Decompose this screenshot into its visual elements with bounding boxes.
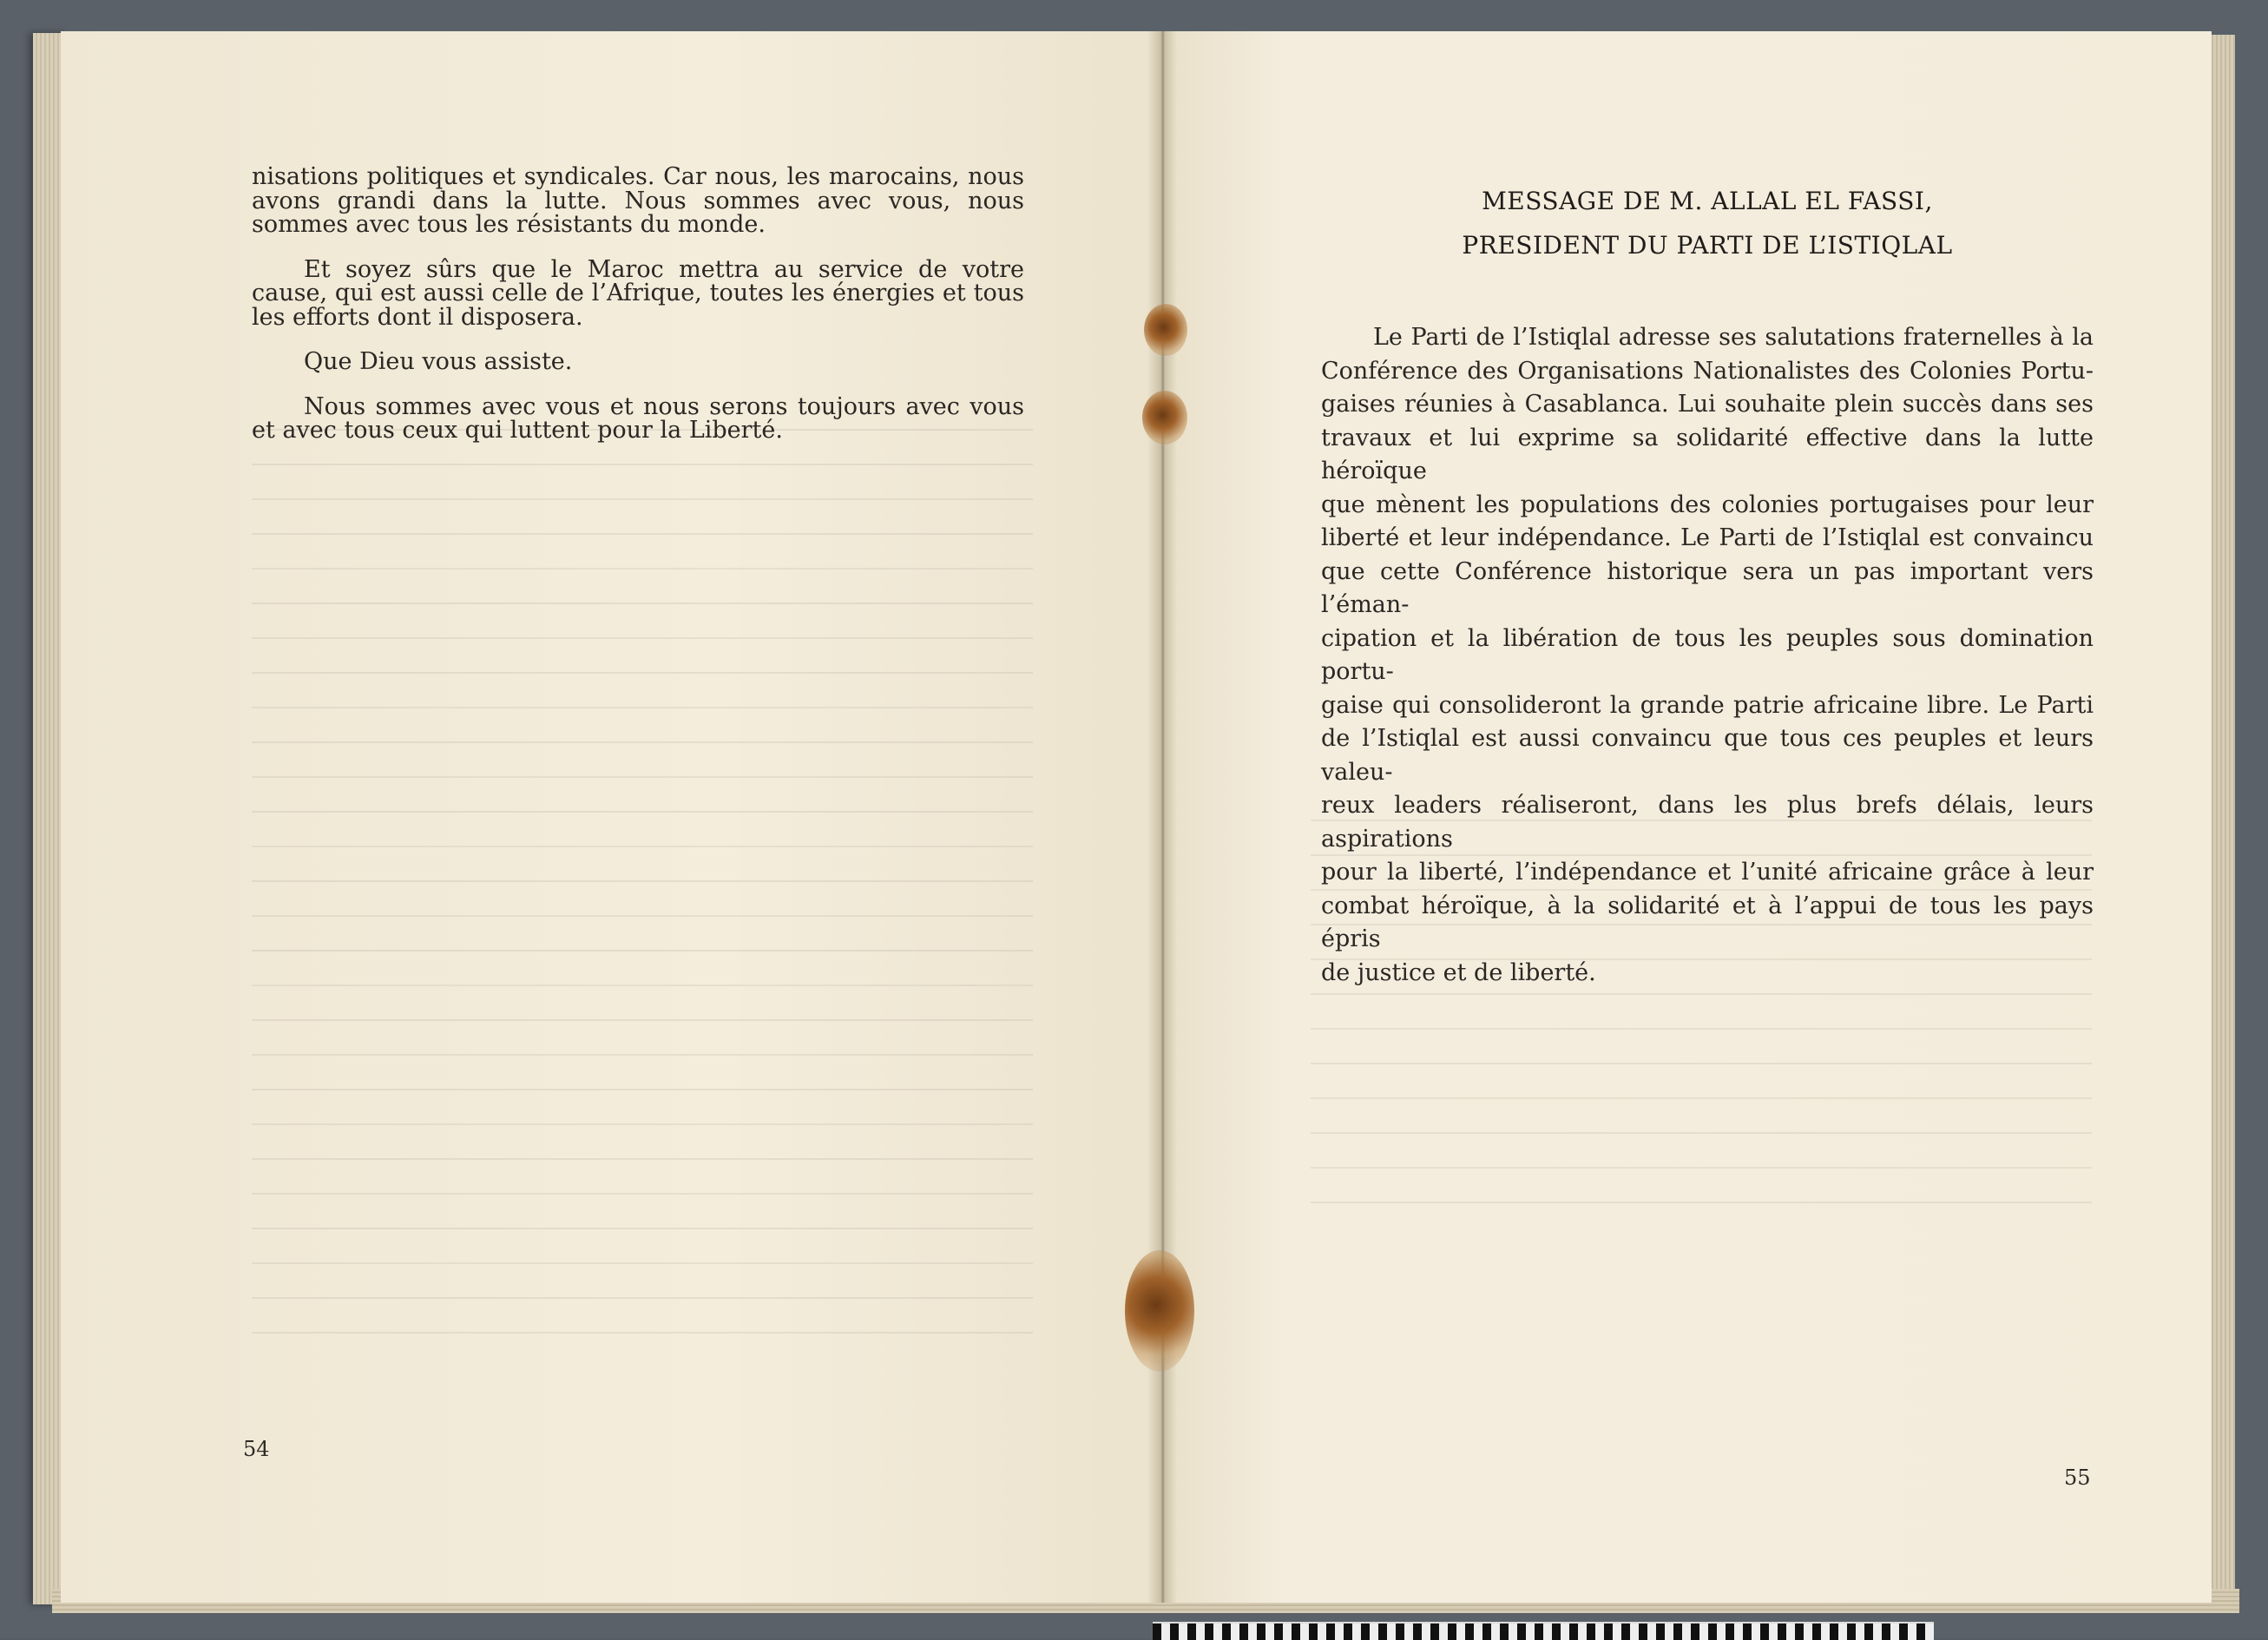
message-line: Conférence des Organisations Nationalistes des Colonies Portu- — [1321, 357, 2094, 385]
message-heading-line2: PRESIDENT DU PARTI DE L’ISTIQLAL — [1462, 231, 1953, 260]
message-line: cipation et la libération de tous les peuples sous domination portu- — [1321, 624, 2094, 685]
message-line: de l’Istiqlal est aussi convaincu que tous ces peuples et leurs valeu- — [1321, 725, 2094, 786]
message-line: pour la liberté, l’indépendance et l’unité africaine grâce à leur — [1321, 859, 2094, 886]
message-line: que mènent les populations des colonies portugaises pour leur — [1321, 491, 2094, 518]
message-line: de justice et de liberté. — [1321, 958, 1596, 986]
left-page-text — [252, 165, 1024, 443]
page-number-right: 55 — [2064, 1465, 2091, 1490]
right-page-text — [1321, 321, 2094, 990]
page-number-left: 54 — [243, 1437, 270, 1461]
left-paragraph-4: Nous sommes avec vous et nous serons toujours avec vous et avec tous ceux qui luttent pour la Liberté. — [252, 392, 1024, 444]
message-line: que cette Conférence historique sera un pas important vers l’éman- — [1321, 557, 2094, 618]
message-line: gaise qui consolideront la grande patrie africaine libre. Le Parti — [1321, 691, 2094, 719]
message-line: combat héroïque, à la solidarité et à l’appui de tous les pays épris — [1321, 892, 2094, 952]
message-line: gaises réunies à Casablanca. Lui souhaite plein succès dans ses — [1321, 391, 2094, 418]
left-paragraph-3: Que Dieu vous assiste. — [304, 348, 573, 375]
rust-stain-bottom — [1125, 1250, 1194, 1372]
message-heading-line1: MESSAGE DE M. ALLAL EL FASSI, — [1482, 187, 1933, 215]
message-line: Le Parti de l’Istiqlal adresse ses salutations fraternelles à la — [1373, 324, 2094, 351]
book-page-edges-right — [2209, 35, 2235, 1606]
rust-stain-middle — [1142, 391, 1187, 445]
show-through-texture-left — [252, 417, 1033, 1415]
scan-scale-bar — [1153, 1622, 1934, 1640]
rust-stain-top — [1144, 304, 1187, 356]
message-line: liberté et leur indépendance. Le Parti de l’Istiqlal est convaincu — [1321, 524, 2094, 551]
left-paragraph-1: nisations politiques et syndicales. Car nous, les marocains, nous avons grandi dans la lutte. Nous sommes avec vous, nous sommes avec tous les résistants du monde. — [252, 163, 1024, 238]
message-line: reux leaders réaliseront, dans les plus brefs délais, leurs aspirations — [1321, 792, 2094, 853]
left-paragraph-2: Et soyez sûrs que le Maroc mettra au service de votre cause, qui est aussi celle de l’Afrique, toutes les énergies et tous les efforts dont il disposera. — [252, 255, 1024, 331]
message-line: travaux et lui exprime sa solidarité effective dans la lutte héroïque — [1321, 424, 2094, 484]
